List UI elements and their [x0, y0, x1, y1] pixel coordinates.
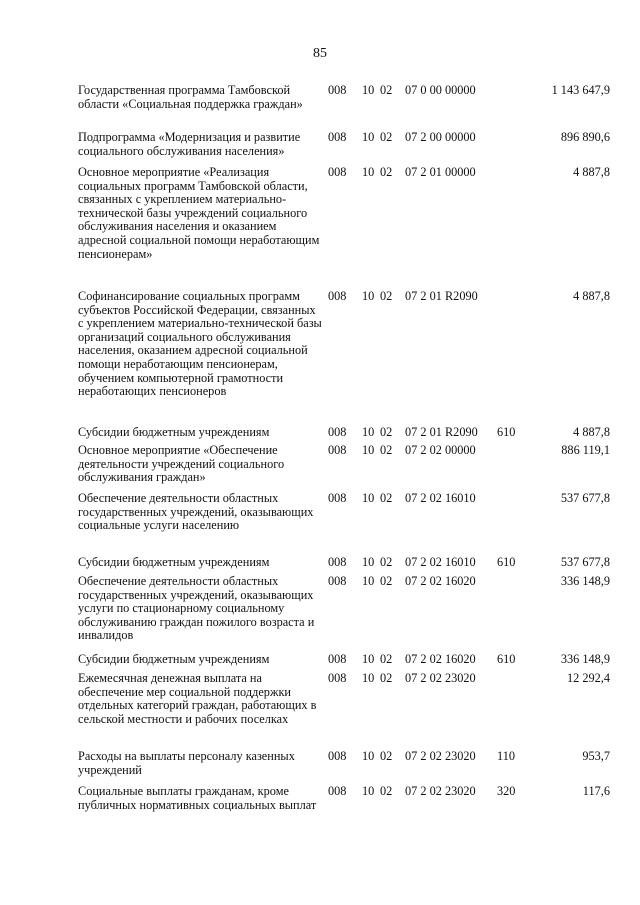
- row-name: Основное мероприятие «Обеспечение деятельности учреждений социального обслуживания граждан»: [78, 443, 285, 485]
- row-sum: 896 890,6: [560, 130, 610, 144]
- row-name: Обеспечение деятельности областных государственных учреждений, оказывающих услуги по стационарному социальному обслуживанию граждан пожилого возраста и инвалидов: [78, 574, 315, 643]
- row-cs: 07 2 01 R2090: [405, 289, 478, 303]
- row-pr: 02: [380, 784, 393, 798]
- row-name: Субсидии бюджетным учреждениям: [78, 425, 270, 439]
- row-cs: 07 2 02 16020: [405, 574, 476, 588]
- row-name: Ежемесячная денежная выплата на обеспечение мер социальной поддержки отдельных категорий граждан, работающих в сельской местности и рабочих поселках: [78, 671, 317, 726]
- row-name: Государственная программа Тамбовской области «Социальная поддержка граждан»: [78, 83, 303, 111]
- row-sum: 1 143 647,9: [551, 83, 610, 97]
- row-vr: 610: [497, 652, 516, 666]
- row-sum: 117,6: [582, 784, 610, 798]
- row-cs: 07 2 02 23020: [405, 784, 476, 798]
- row-pr: 02: [380, 671, 393, 685]
- row-rz: 10: [362, 491, 375, 505]
- row-vr: 320: [497, 784, 516, 798]
- row-cs: 07 2 00 00000: [405, 130, 476, 144]
- row-rz: 10: [362, 652, 375, 666]
- row-rz: 10: [362, 749, 375, 763]
- row-name: Субсидии бюджетным учреждениям: [78, 652, 270, 666]
- row-ved: 008: [328, 555, 347, 569]
- row-vr: 610: [497, 425, 516, 439]
- page-number: 85: [313, 46, 327, 61]
- row-ved: 008: [328, 574, 347, 588]
- row-name: Софинансирование социальных программ субъектов Российской Федерации, связанных с укреплением материально-технической базы организаций социального обслуживания населения, оказанием адресной социальной помощи неработающим пенсионерам, обучением компьютерной грамотности неработающих пенсионеров: [78, 289, 322, 399]
- row-cs: 07 2 02 16010: [405, 555, 476, 569]
- row-ved: 008: [328, 671, 347, 685]
- row-name: Обеспечение деятельности областных государственных учреждений, оказывающих социальные услуги населению: [78, 491, 314, 533]
- row-ved: 008: [328, 784, 347, 798]
- row-cs: 07 0 00 00000: [405, 83, 476, 97]
- row-pr: 02: [380, 491, 393, 505]
- row-ved: 008: [328, 83, 347, 97]
- row-name: Подпрограмма «Модернизация и развитие социального обслуживания населения»: [78, 130, 301, 158]
- row-sum: 953,7: [582, 749, 610, 763]
- row-cs: 07 2 02 00000: [405, 443, 476, 457]
- row-name: Основное мероприятие «Реализация социальных программ Тамбовской области, связанных с укреплением материально-технической базы учреждений социального обслуживания населения и оказанием адресной социальной помощи неработающим пенсионерам»: [78, 165, 320, 261]
- row-rz: 10: [362, 574, 375, 588]
- row-ved: 008: [328, 491, 347, 505]
- row-pr: 02: [380, 289, 393, 303]
- row-rz: 10: [362, 425, 375, 439]
- row-name: Субсидии бюджетным учреждениям: [78, 555, 270, 569]
- row-ved: 008: [328, 652, 347, 666]
- row-sum: 537 677,8: [560, 555, 610, 569]
- row-cs: 07 2 02 23020: [405, 749, 476, 763]
- row-ved: 008: [328, 443, 347, 457]
- row-sum: 4 887,8: [573, 289, 610, 303]
- row-cs: 07 2 01 R2090: [405, 425, 478, 439]
- row-pr: 02: [380, 425, 393, 439]
- row-rz: 10: [362, 671, 375, 685]
- row-name: Социальные выплаты гражданам, кроме публичных нормативных социальных выплат: [78, 784, 317, 812]
- row-vr: 610: [497, 555, 516, 569]
- row-pr: 02: [380, 652, 393, 666]
- row-rz: 10: [362, 289, 375, 303]
- row-rz: 10: [362, 784, 375, 798]
- row-rz: 10: [362, 165, 375, 179]
- row-ved: 008: [328, 425, 347, 439]
- row-cs: 07 2 01 00000: [405, 165, 476, 179]
- row-sum: 4 887,8: [573, 425, 610, 439]
- row-sum: 12 292,4: [566, 671, 610, 685]
- row-ved: 008: [328, 289, 347, 303]
- row-rz: 10: [362, 555, 375, 569]
- row-pr: 02: [380, 574, 393, 588]
- row-ved: 008: [328, 165, 347, 179]
- row-rz: 10: [362, 83, 375, 97]
- row-sum: 336 148,9: [560, 652, 610, 666]
- row-pr: 02: [380, 749, 393, 763]
- row-cs: 07 2 02 16020: [405, 652, 476, 666]
- row-sum: 4 887,8: [573, 165, 610, 179]
- row-pr: 02: [380, 555, 393, 569]
- row-vr: 110: [497, 749, 515, 763]
- row-rz: 10: [362, 443, 375, 457]
- row-ved: 008: [328, 130, 347, 144]
- row-sum: 886 119,1: [561, 443, 610, 457]
- row-pr: 02: [380, 443, 393, 457]
- row-cs: 07 2 02 16010: [405, 491, 476, 505]
- row-cs: 07 2 02 23020: [405, 671, 476, 685]
- row-pr: 02: [380, 130, 393, 144]
- row-pr: 02: [380, 165, 393, 179]
- row-sum: 336 148,9: [560, 574, 610, 588]
- row-ved: 008: [328, 749, 347, 763]
- row-pr: 02: [380, 83, 393, 97]
- row-rz: 10: [362, 130, 375, 144]
- row-sum: 537 677,8: [560, 491, 610, 505]
- row-name: Расходы на выплаты персоналу казенных учреждений: [78, 749, 295, 777]
